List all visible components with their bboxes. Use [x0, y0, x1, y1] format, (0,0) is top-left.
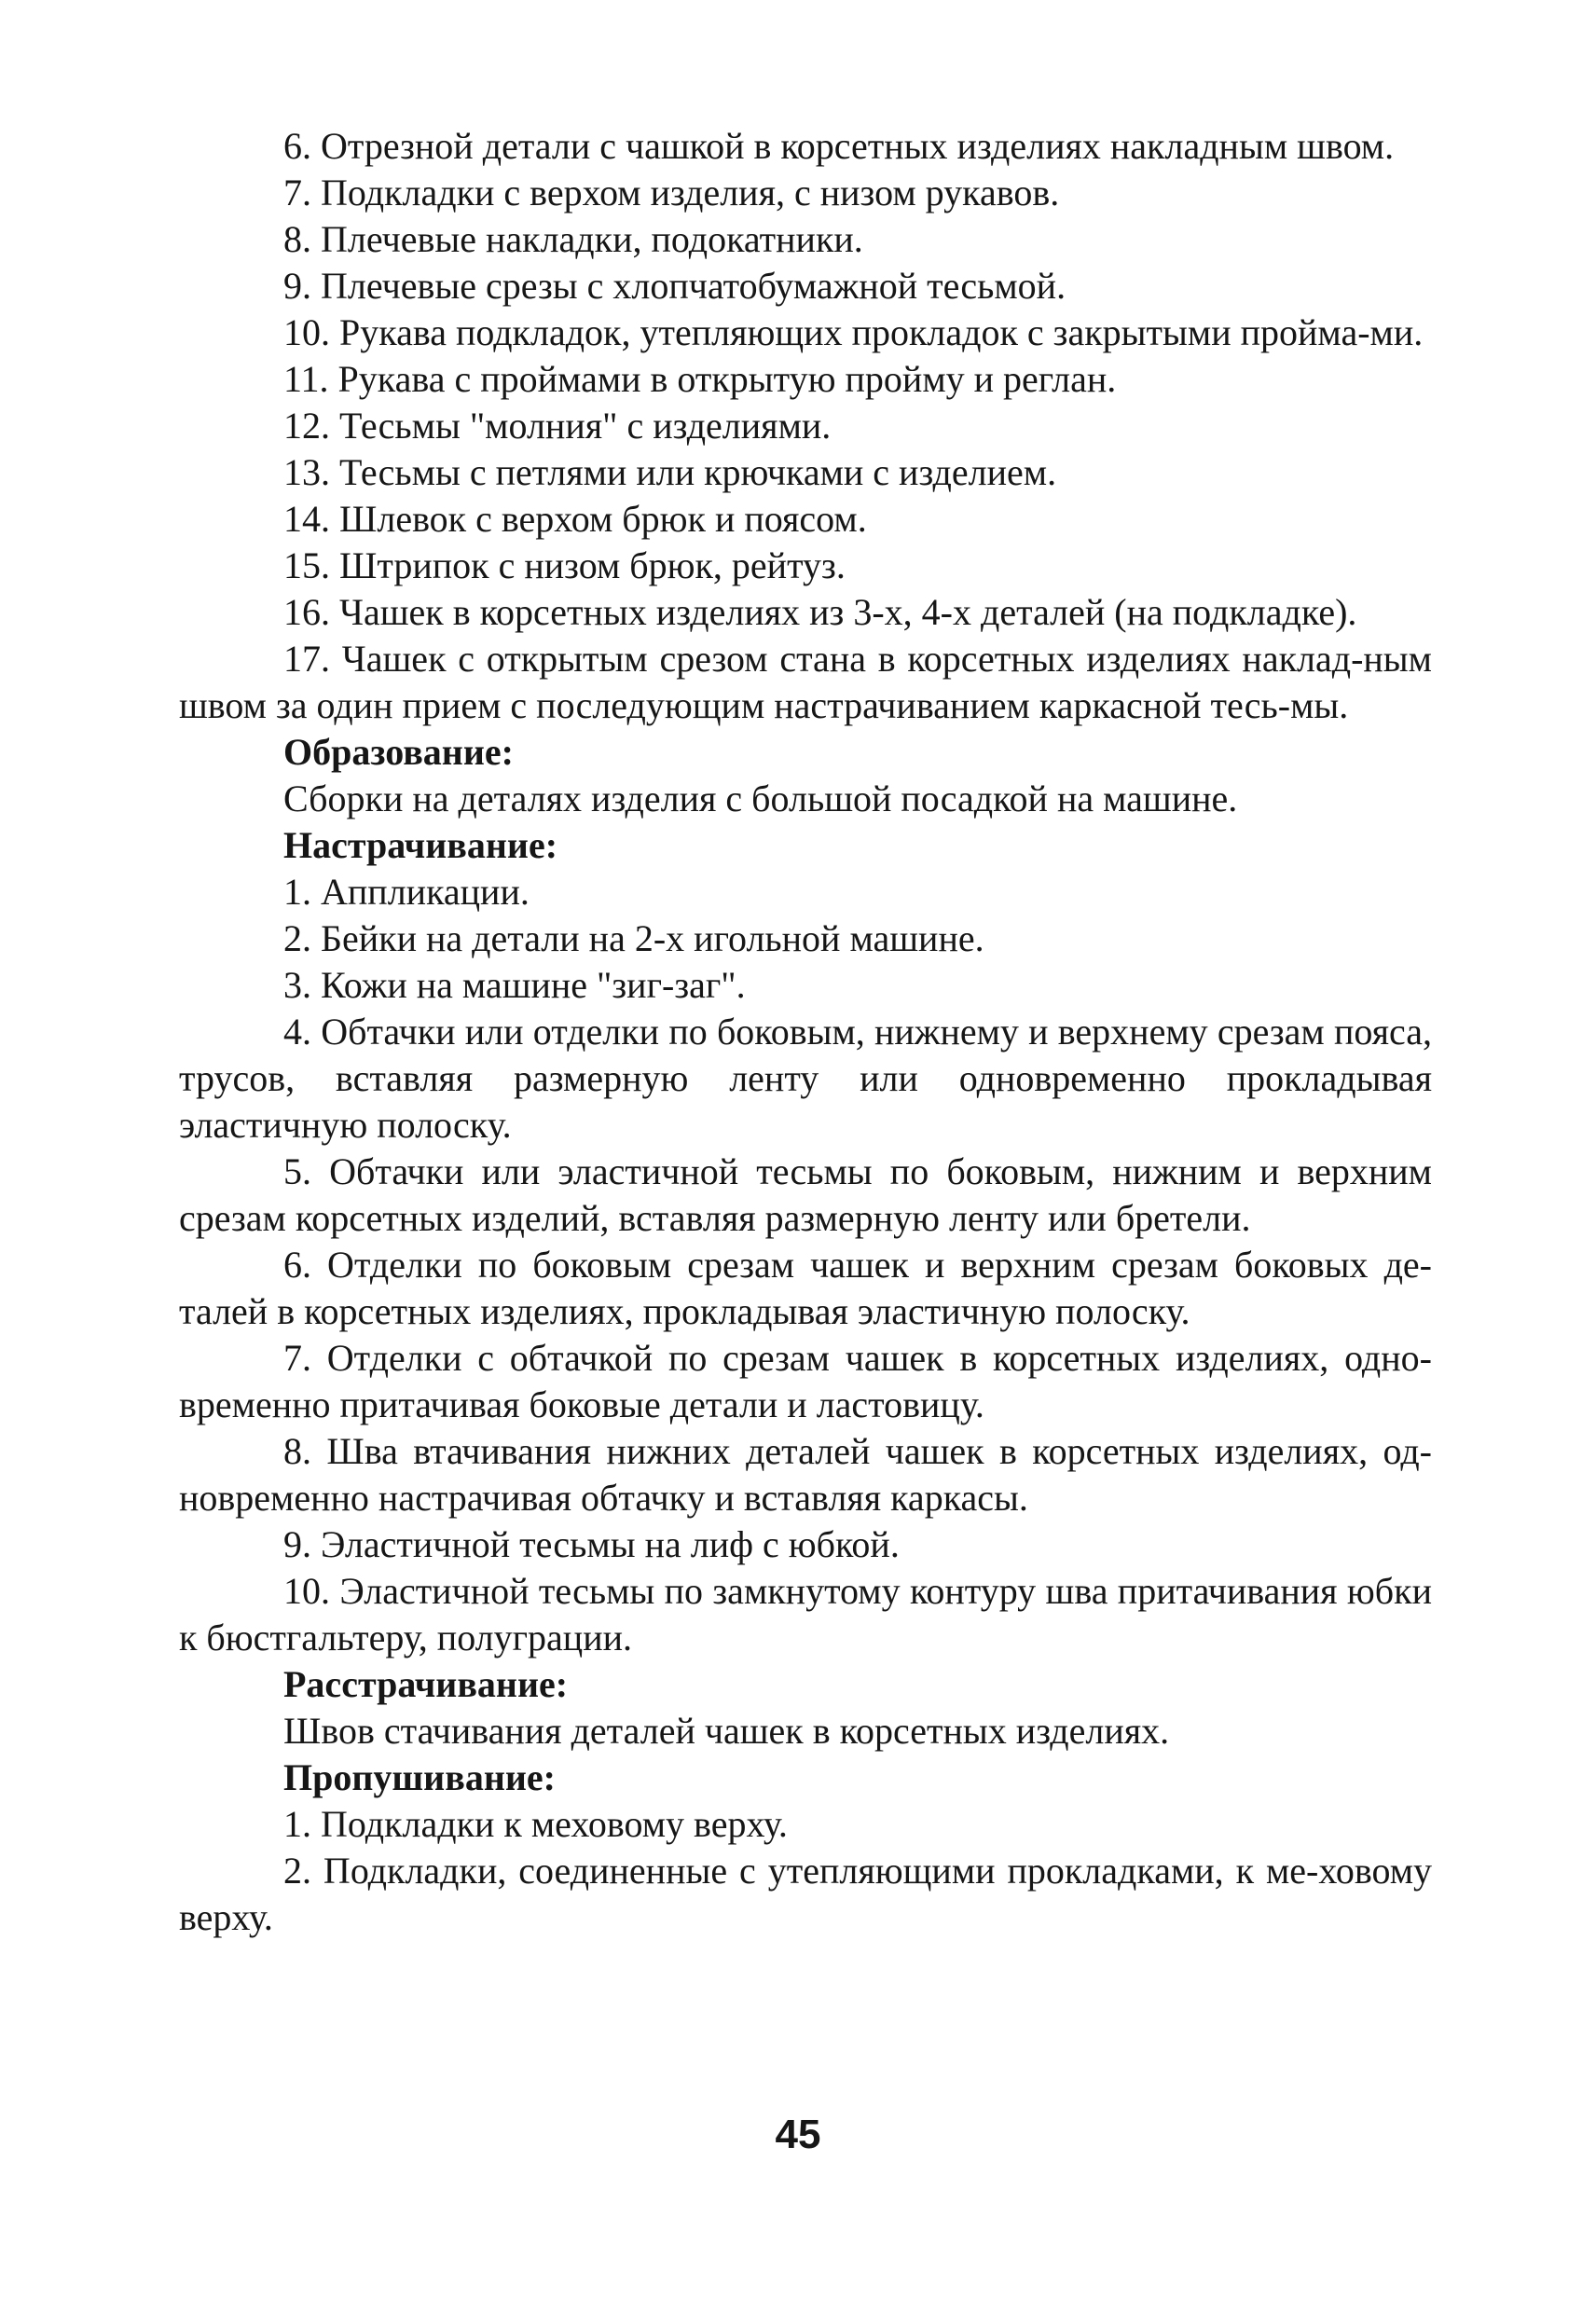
- section-heading-fur-stitching: Пропушивание:: [283, 1756, 556, 1798]
- list-item-17-open-cups: 17. Чашек с открытым срезом стана в корсетных изделиях наклад-ным швом за один прием с последующим настрачиванием каркасной тесь-мы.: [179, 638, 1432, 726]
- list-item-9-elastic-bodice: 9. Эластичной тесьмы на лиф с юбкой.: [283, 1523, 900, 1565]
- list-item-1-applique: 1. Аппликации.: [283, 871, 530, 913]
- formation-text: Сборки на деталях изделия с большой посадкой на машине.: [283, 778, 1238, 819]
- section-heading-formation: Образование:: [283, 731, 514, 773]
- list-item-7-trim-facing: 7. Отделки с обтачкой по срезам чашек в корсетных изделиях, одно-временно притачивая боковые детали и ластовицу.: [179, 1337, 1432, 1425]
- list-item-7-lining: 7. Подкладки с верхом изделия, с низом рукавов.: [283, 172, 1060, 213]
- section-heading-topstitching: Настрачивание:: [283, 824, 558, 866]
- page-number: 45: [775, 2112, 821, 2157]
- list-item-15-stirrups: 15. Штрипок с низом брюк, рейтуз.: [283, 544, 846, 586]
- list-item-10-lining-sleeves: 10. Рукава подкладок, утепляющих прокладок с закрытыми пройма-ми.: [283, 311, 1424, 353]
- list-item-8-shoulder-pads: 8. Плечевые накладки, подокатники.: [283, 218, 863, 260]
- list-item-6-cup-detail: 6. Отрезной детали с чашкой в корсетных изделиях накладным швом.: [283, 125, 1395, 167]
- list-item-14-belt-loops: 14. Шлевок с верхом брюк и поясом.: [283, 498, 867, 540]
- list-item-10-elastic-contour: 10. Эластичной тесьмы по замкнутому контуру шва притачивания юбки к бюстгальтеру, полуграции.: [179, 1570, 1432, 1658]
- list-item-2-fur-lining-insulated: 2. Подкладки, соединенные с утепляющими прокладками, к ме-ховому верху.: [179, 1850, 1432, 1938]
- list-item-11-sleeves-armholes: 11. Рукава с проймами в открытую пройму и реглан.: [283, 358, 1117, 400]
- list-item-4-facing-belt: 4. Обтачки или отделки по боковым, нижнему и верхнему срезам пояса, трусов, вставляя размерную ленту или одновременно прокладывая эластичную полоску.: [179, 1011, 1432, 1146]
- list-item-13-hook-tape: 13. Тесьмы с петлями или крючками с изделием.: [283, 451, 1057, 493]
- list-item-12-zipper-tape: 12. Тесьмы "молния" с изделиями.: [283, 405, 832, 447]
- seam-spreading-text: Швов стачивания деталей чашек в корсетных изделиях.: [283, 1710, 1170, 1752]
- list-item-6-trim-cups: 6. Отделки по боковым срезам чашек и верхним срезам боковых де-талей в корсетных изделиях, прокладывая эластичную полоску.: [179, 1244, 1432, 1332]
- section-heading-seam-spreading: Расстрачивание:: [283, 1663, 569, 1705]
- document-body: [179, 123, 1432, 1941]
- list-item-5-facing-corset: 5. Обтачки или эластичной тесьмы по боковым, нижним и верхним срезам корсетных изделий, вставляя размерную ленту или бретели.: [179, 1150, 1432, 1239]
- list-item-8-lower-cups: 8. Шва втачивания нижних деталей чашек в корсетных изделиях, од-новременно настрачивая обтачку и вставляя каркасы.: [179, 1430, 1432, 1519]
- list-item-3-leather: 3. Кожи на машине "зиг-заг".: [283, 964, 746, 1006]
- list-item-9-shoulder-edges: 9. Плечевые срезы с хлопчатобумажной тесьмой.: [283, 265, 1066, 307]
- list-item-2-binding: 2. Бейки на детали на 2-х игольной машине.: [283, 917, 984, 959]
- list-item-1-fur-lining: 1. Подкладки к меховому верху.: [283, 1803, 788, 1845]
- list-item-16-cups: 16. Чашек в корсетных изделиях из 3-х, 4-х деталей (на подкладке).: [283, 591, 1357, 633]
